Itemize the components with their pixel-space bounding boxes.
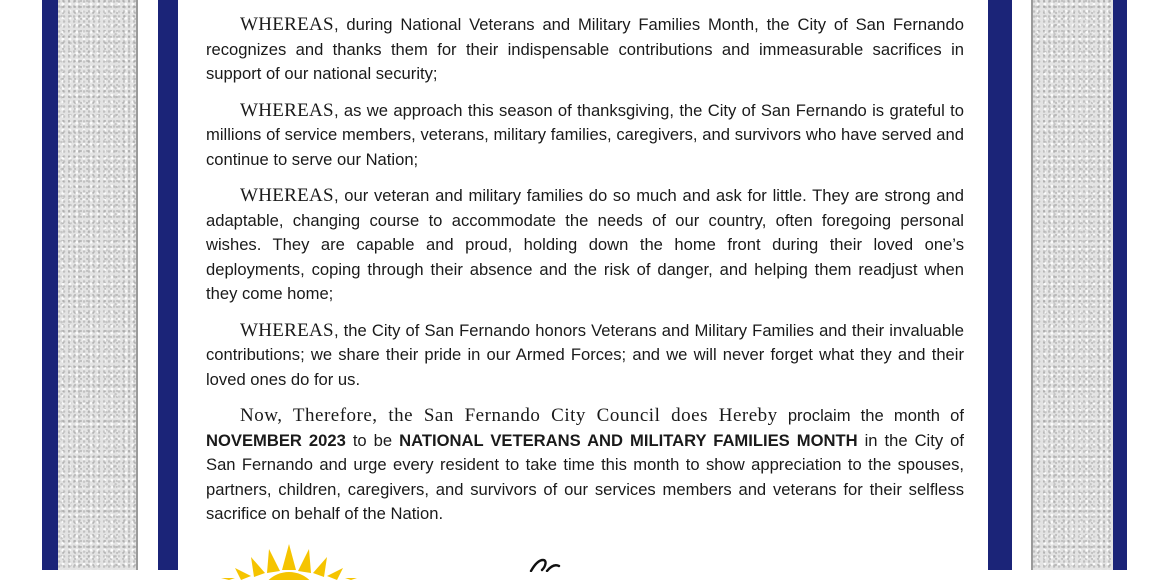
sun-seal-icon: [205, 540, 375, 580]
observance-title: NATIONAL VETERANS AND MILITARY FAMILIES MONTH: [399, 430, 858, 450]
resolution-lead: Now, Therefore, the San Fernando City Council does Hereby: [240, 405, 778, 426]
right-gray-border: [1033, 0, 1113, 570]
whereas-paragraph-1: [206, 13, 964, 87]
resolution-text-1: proclaim the month of: [777, 406, 964, 425]
right-outer-navy-border: [1113, 0, 1127, 570]
left-inner-line: [136, 0, 138, 570]
paragraph-text: , our veteran and military families do so much and ask for little. They are strong and adaptable, changing course to accommodate the needs of our country, often foregoing personal wishes. They are capable and proud, holding down the home front during their loved one’s deployments, coping through their absence and the risk of danger, and helping them readjust when they come home;: [206, 186, 964, 303]
proclamation-body: [206, 0, 964, 527]
left-outer-navy-border: [42, 0, 58, 570]
paragraph-text: , the City of San Fernando honors Veterans and Military Families and their invaluable contributions; we share their pride in our Armed Forces; and we will never forget what they and their loved ones do for us.: [206, 320, 964, 389]
whereas-paragraph-4: [206, 319, 964, 393]
paragraph-text: , during National Veterans and Military Families Month, the City of San Fernando recognizes and thanks them for their indispensable contributions and immeasurable sacrifices in support of our national security;: [206, 15, 964, 83]
whereas-paragraph-2: [206, 99, 964, 173]
right-inner-navy-border: [988, 0, 1012, 570]
whereas-label: WHEREAS: [240, 319, 334, 341]
left-gray-border: [58, 0, 138, 570]
proclaimed-month: NOVEMBER 2023: [206, 430, 346, 450]
whereas-paragraph-3: [206, 184, 964, 307]
whereas-label: WHEREAS: [240, 14, 334, 35]
resolution-text-2: to be: [345, 430, 400, 450]
whereas-label: WHEREAS: [240, 99, 334, 121]
whereas-label: WHEREAS: [240, 185, 334, 206]
left-inner-navy-border: [158, 0, 178, 570]
paragraph-text: , as we approach this season of thanksgiving, the City of San Fernando is grateful to millions of service members, veterans, military families, caregivers, and survivors who have served and continue to serve our Nation;: [206, 100, 964, 169]
resolution-text-3: in the City of San Fernando and urge every resident to take time this month to show appreciation to the spouses, partners, children, caregivers, and survivors of our services members and veterans for their selfless sacrifice on behalf of the Nation.: [206, 430, 964, 523]
resolution-paragraph: [206, 404, 964, 527]
